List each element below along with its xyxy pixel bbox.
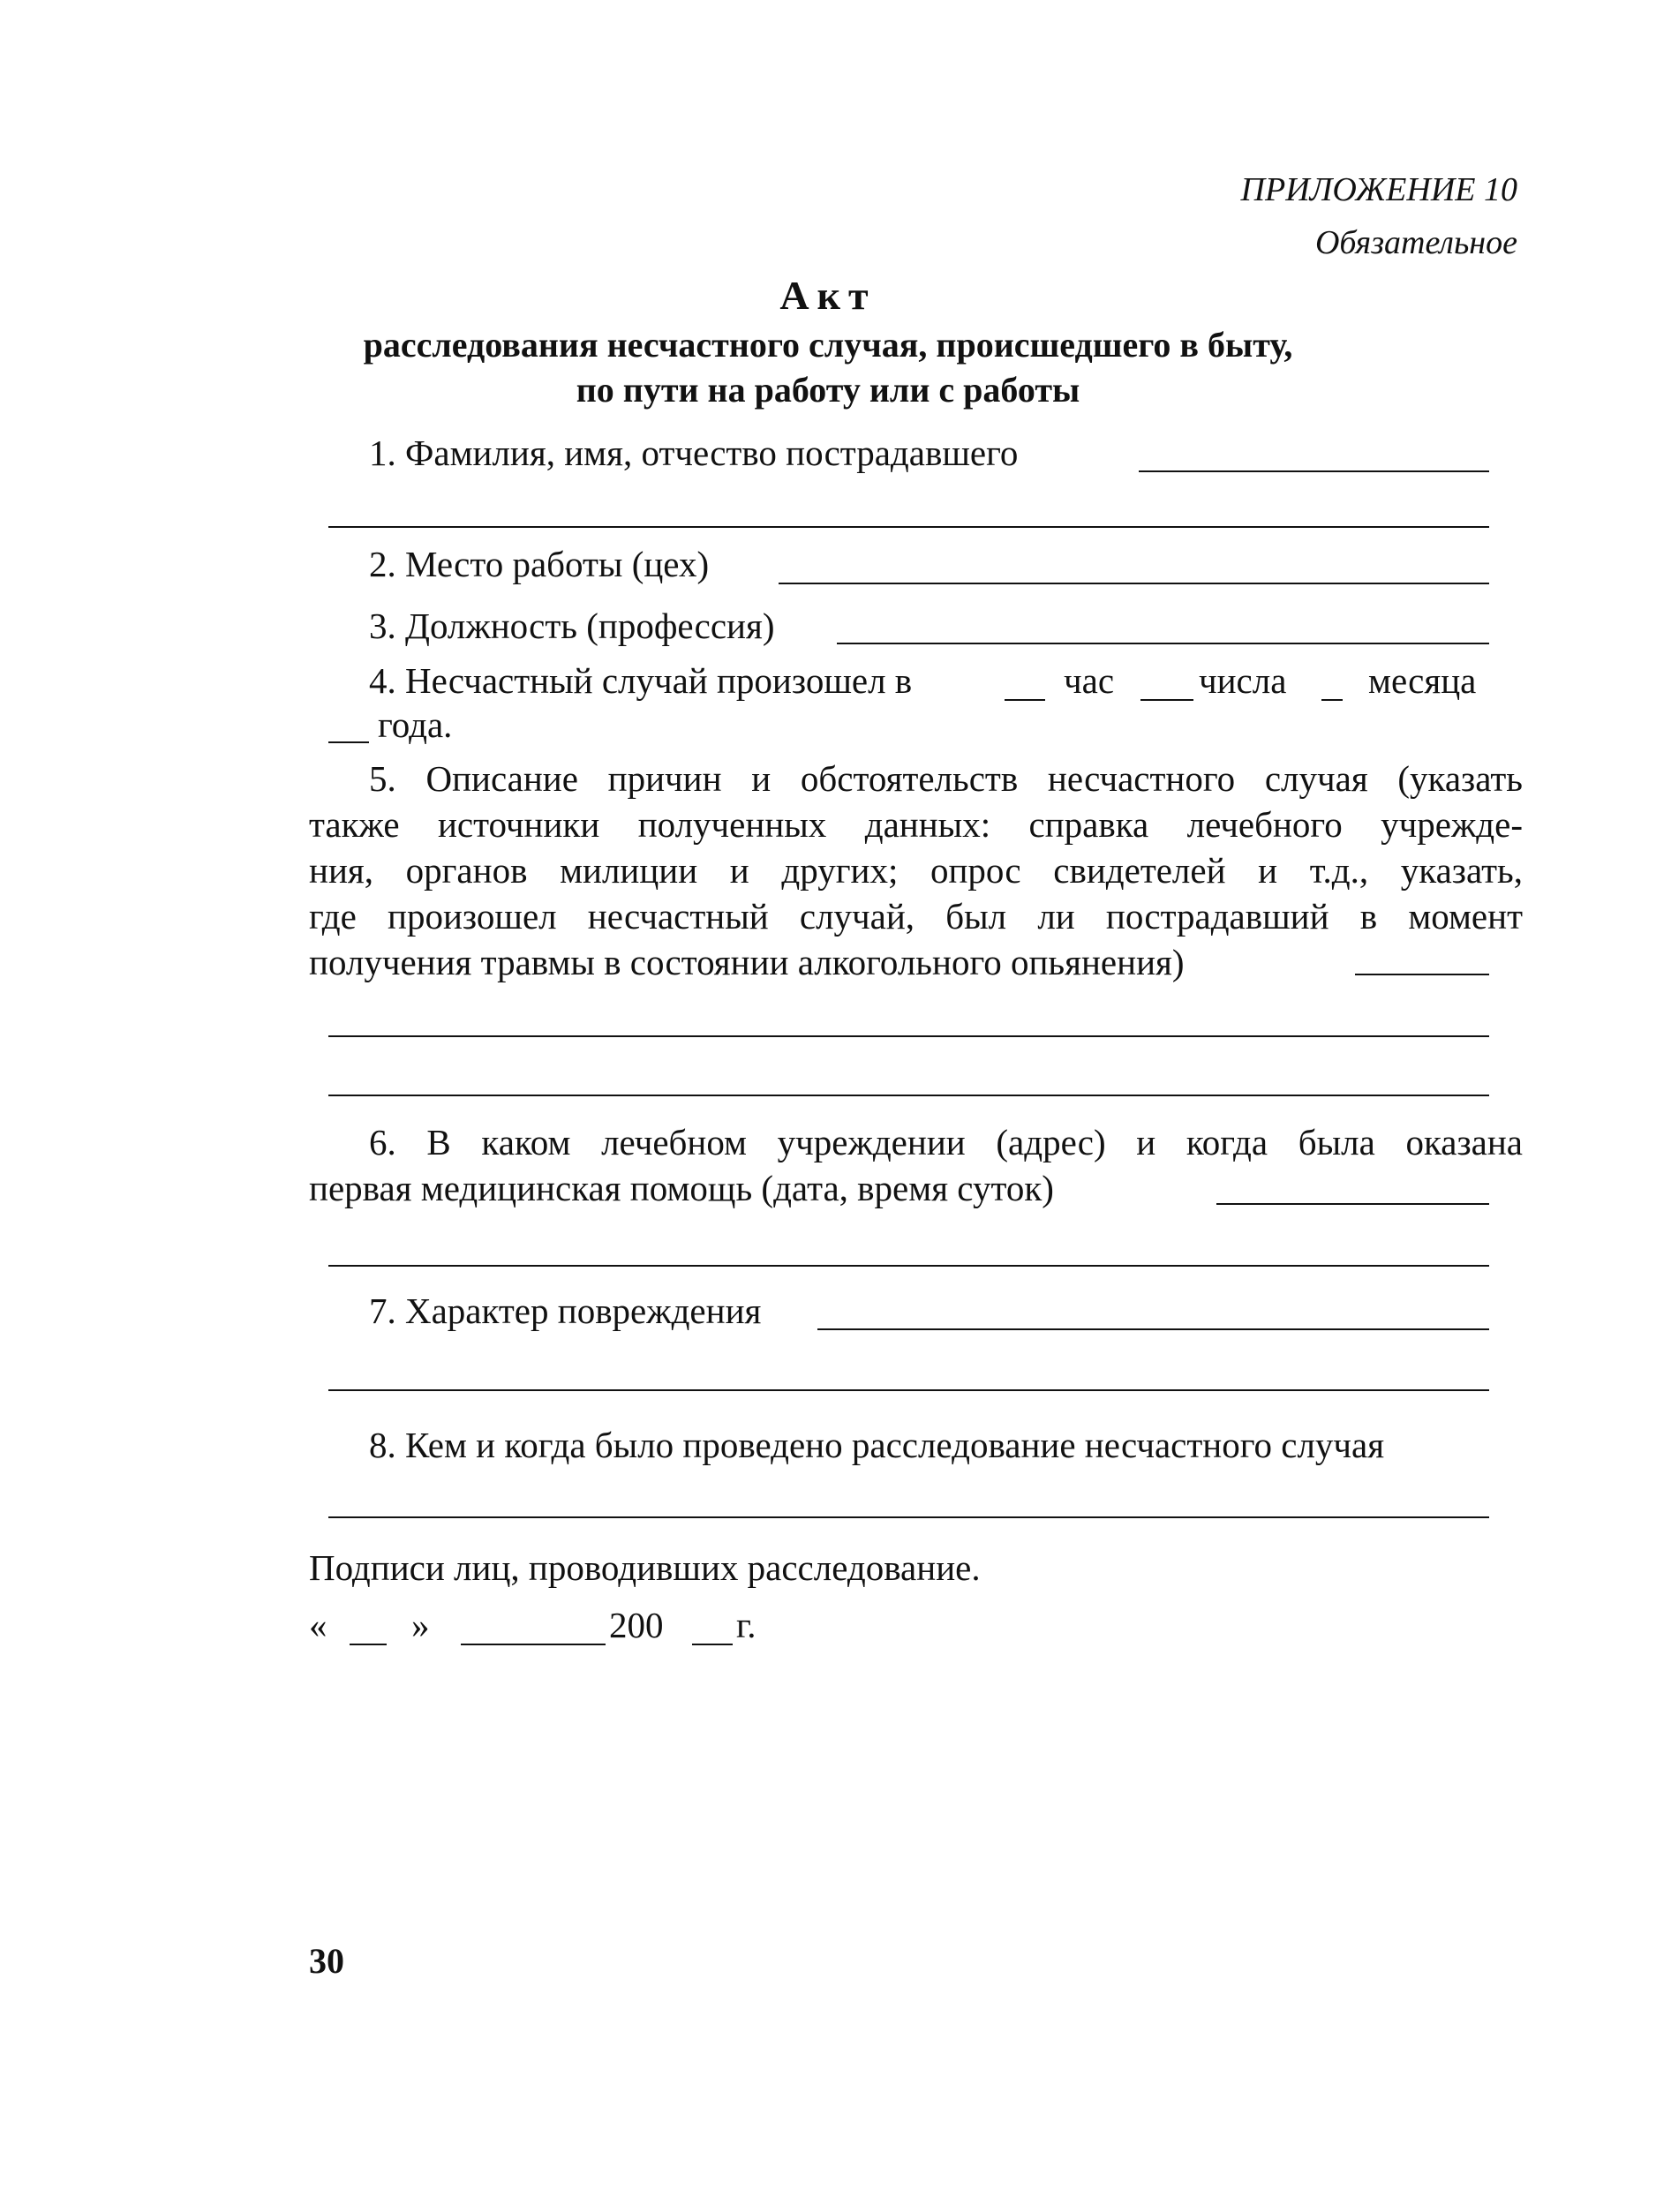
item-6-line-2: первая медицинская помощь (дата, время суток): [309, 1168, 1054, 1208]
item-3-field[interactable]: [837, 643, 1489, 644]
item-1-field[interactable]: [1139, 470, 1489, 472]
item-6-text: [309, 1119, 1523, 1211]
date-close-quote: »: [411, 1605, 430, 1645]
item-2-field[interactable]: [779, 583, 1489, 584]
item-6-line-1: 6. В каком лечебном учреждении (адрес) и когда была оказана: [369, 1122, 1523, 1162]
item-5-line-4: где произошел несчастный случай, был ли пострадавший в момент: [309, 896, 1523, 937]
item-8-label: 8. Кем и когда было проведено расследование несчастного случая: [369, 1425, 1385, 1465]
date-open-quote: «: [309, 1605, 327, 1645]
item-7-field-continuation[interactable]: [328, 1389, 1489, 1391]
date-month-field[interactable]: [461, 1644, 606, 1645]
item-5-line-1: 5. Описание причин и обстоятельств несчастного случая (указать: [369, 758, 1523, 799]
item-2-label: 2. Место работы (цех): [369, 544, 710, 584]
item-4-hour-field[interactable]: [1005, 699, 1045, 701]
date-suffix: г.: [736, 1605, 756, 1645]
date-day-field[interactable]: [350, 1644, 387, 1645]
appendix-status: Обязательное: [1314, 224, 1517, 261]
item-5-line-5: получения травмы в состоянии алкогольного опьянения): [309, 942, 1185, 982]
item-1-label: 1. Фамилия, имя, отчество пострадавшего: [369, 433, 1019, 473]
item-4-day-field[interactable]: [1140, 699, 1193, 701]
item-7-label: 7. Характер повреждения: [369, 1290, 762, 1331]
item-3-label: 3. Должность (профессия): [369, 606, 775, 646]
item-5-field[interactable]: [1355, 974, 1489, 975]
document-subtitle-line-2: по пути на работу или с работы: [576, 370, 1080, 410]
item-4-label-e: года.: [378, 704, 453, 745]
date-year-prefix: 200: [609, 1605, 664, 1645]
item-6-field-continuation[interactable]: [328, 1265, 1489, 1267]
item-4-label-d: месяца: [1368, 660, 1477, 701]
item-4-label-a: 4. Несчастный случай произошел в: [369, 660, 913, 701]
date-year-field[interactable]: [692, 1644, 733, 1645]
item-5-field-continuation-2[interactable]: [328, 1095, 1489, 1096]
item-5-line-3: ния, органов милиции и других; опрос свидетелей и т.д., указать,: [309, 850, 1523, 891]
item-4-year-field[interactable]: [328, 741, 369, 743]
item-4-label-b: час: [1064, 660, 1115, 701]
item-1-field-continuation[interactable]: [328, 526, 1489, 528]
item-5-text: [309, 756, 1523, 985]
item-7-field[interactable]: [817, 1328, 1489, 1330]
item-4-month-field[interactable]: [1321, 699, 1343, 701]
document-subtitle-line-1: расследования несчастного случая, происшедшего в быту,: [363, 325, 1293, 365]
item-5-field-continuation-1[interactable]: [328, 1035, 1489, 1037]
item-4-label-c: числа: [1199, 660, 1287, 701]
item-8-field[interactable]: [328, 1516, 1489, 1518]
page-number: 30: [309, 1941, 344, 1981]
appendix-number: ПРИЛОЖЕНИЕ 10: [1240, 171, 1517, 208]
appendix-header: [1241, 163, 1517, 269]
signatures-caption: Подписи лиц, проводивших расследование.: [309, 1547, 981, 1588]
document-title: Акт: [779, 273, 877, 318]
item-6-field[interactable]: [1216, 1203, 1489, 1205]
item-5-line-2: также источники полученных данных: справка лечебного учрежде-: [309, 804, 1523, 845]
